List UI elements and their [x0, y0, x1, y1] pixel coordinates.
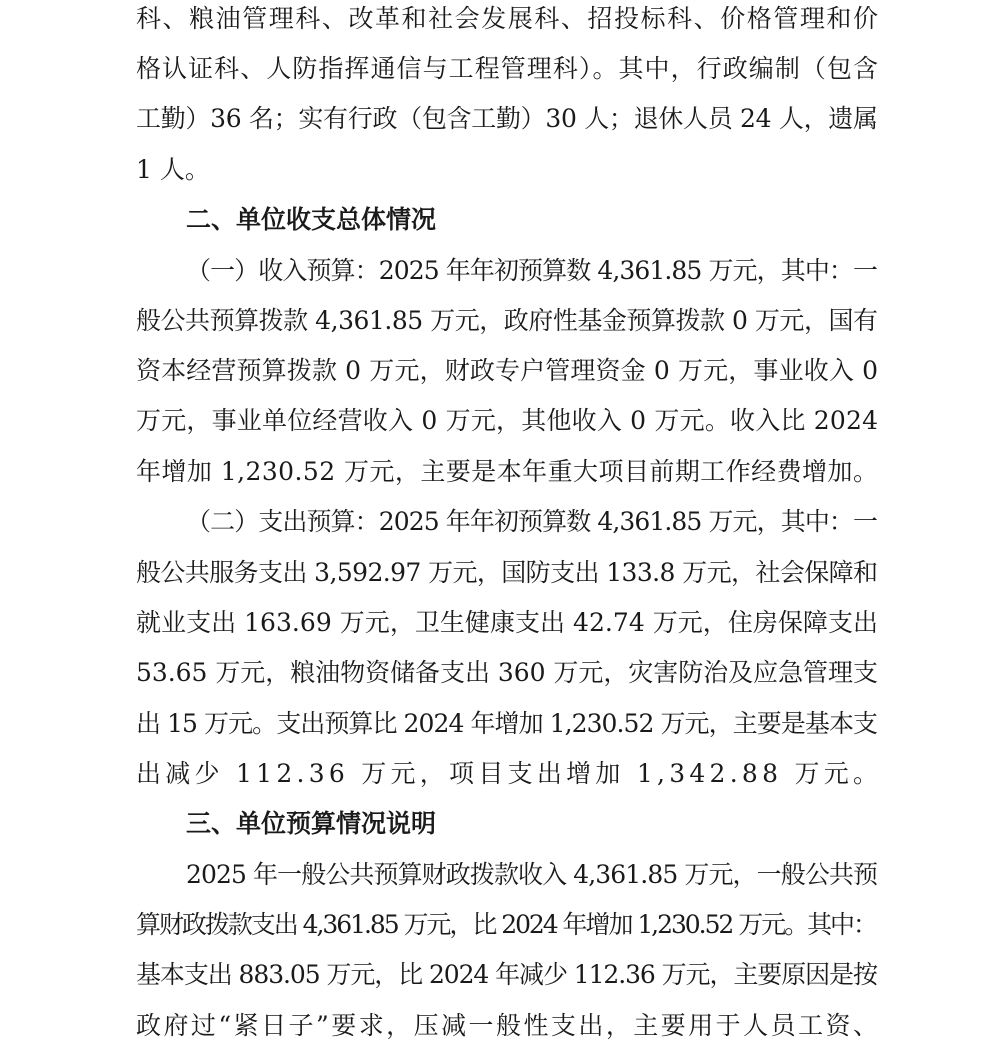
body-line-1: 科、粮油管理科、改革和社会发展科、招投标科、价格管理和价 — [136, 4, 880, 33]
body-line-9: 万元，事业单位经营收入 0 万元，其他收入 0 万元。收入比 2024 — [136, 406, 879, 435]
body-line-4: 1 人。 — [136, 155, 210, 184]
section-heading-3: 三、单位预算情况说明 — [186, 809, 437, 838]
body-line-13: 就业支出 163.69 万元，卫生健康支出 42.74 万元，住房保障支出 — [136, 608, 879, 637]
body-line-16: 出减少 112.36 万元，项目支出增加 1,342.88 万元。 — [136, 759, 883, 788]
body-line-3: 工勤）36 名；实有行政（包含工勤）30 人；退休人员 24 人，遗属 — [136, 104, 878, 133]
body-line-11: （二）支出预算：2025 年年初预算数 4,361.85 万元，其中：一 — [186, 507, 878, 536]
body-line-15: 出 15 万元。支出预算比 2024 年增加 1,230.52 万元，主要是基本支 — [136, 709, 878, 738]
body-line-12: 般公共服务支出 3,592.97 万元，国防支出 133.8 万元，社会保障和 — [136, 558, 878, 587]
body-line-20: 基本支出 883.05 万元，比 2024 年减少 112.36 万元，主要原因是按 — [136, 960, 877, 989]
body-line-7: 般公共预算拨款 4,361.85 万元，政府性基金预算拨款 0 万元，国有 — [136, 306, 878, 335]
body-line-8: 资本经营预算拨款 0 万元，财政专户管理资金 0 万元，事业收入 0 — [136, 356, 879, 385]
body-line-18: 2025 年一般公共预算财政拨款收入 4,361.85 万元，一般公共预 — [186, 860, 878, 889]
body-line-21: 政府过“紧日子”要求，压减一般性支出，主要用于人员工资、 — [136, 1011, 881, 1040]
body-line-6: （一）收入预算：2025 年年初预算数 4,361.85 万元，其中：一 — [186, 256, 878, 285]
body-line-14: 53.65 万元，粮油物资储备支出 360 万元，灾害防治及应急管理支 — [136, 658, 878, 687]
body-line-2: 格认证科、人防指挥通信与工程管理科）。其中，行政编制（包含 — [136, 54, 880, 83]
section-heading-2: 二、单位收支总体情况 — [186, 205, 437, 234]
body-line-19: 算财政拨款支出 4,361.85 万元，比 2024 年增加 1,230.52 万元。其中： — [136, 910, 876, 939]
body-line-10: 年增加 1,230.52 万元，主要是本年重大项目前期工作经费增加。 — [136, 457, 879, 486]
